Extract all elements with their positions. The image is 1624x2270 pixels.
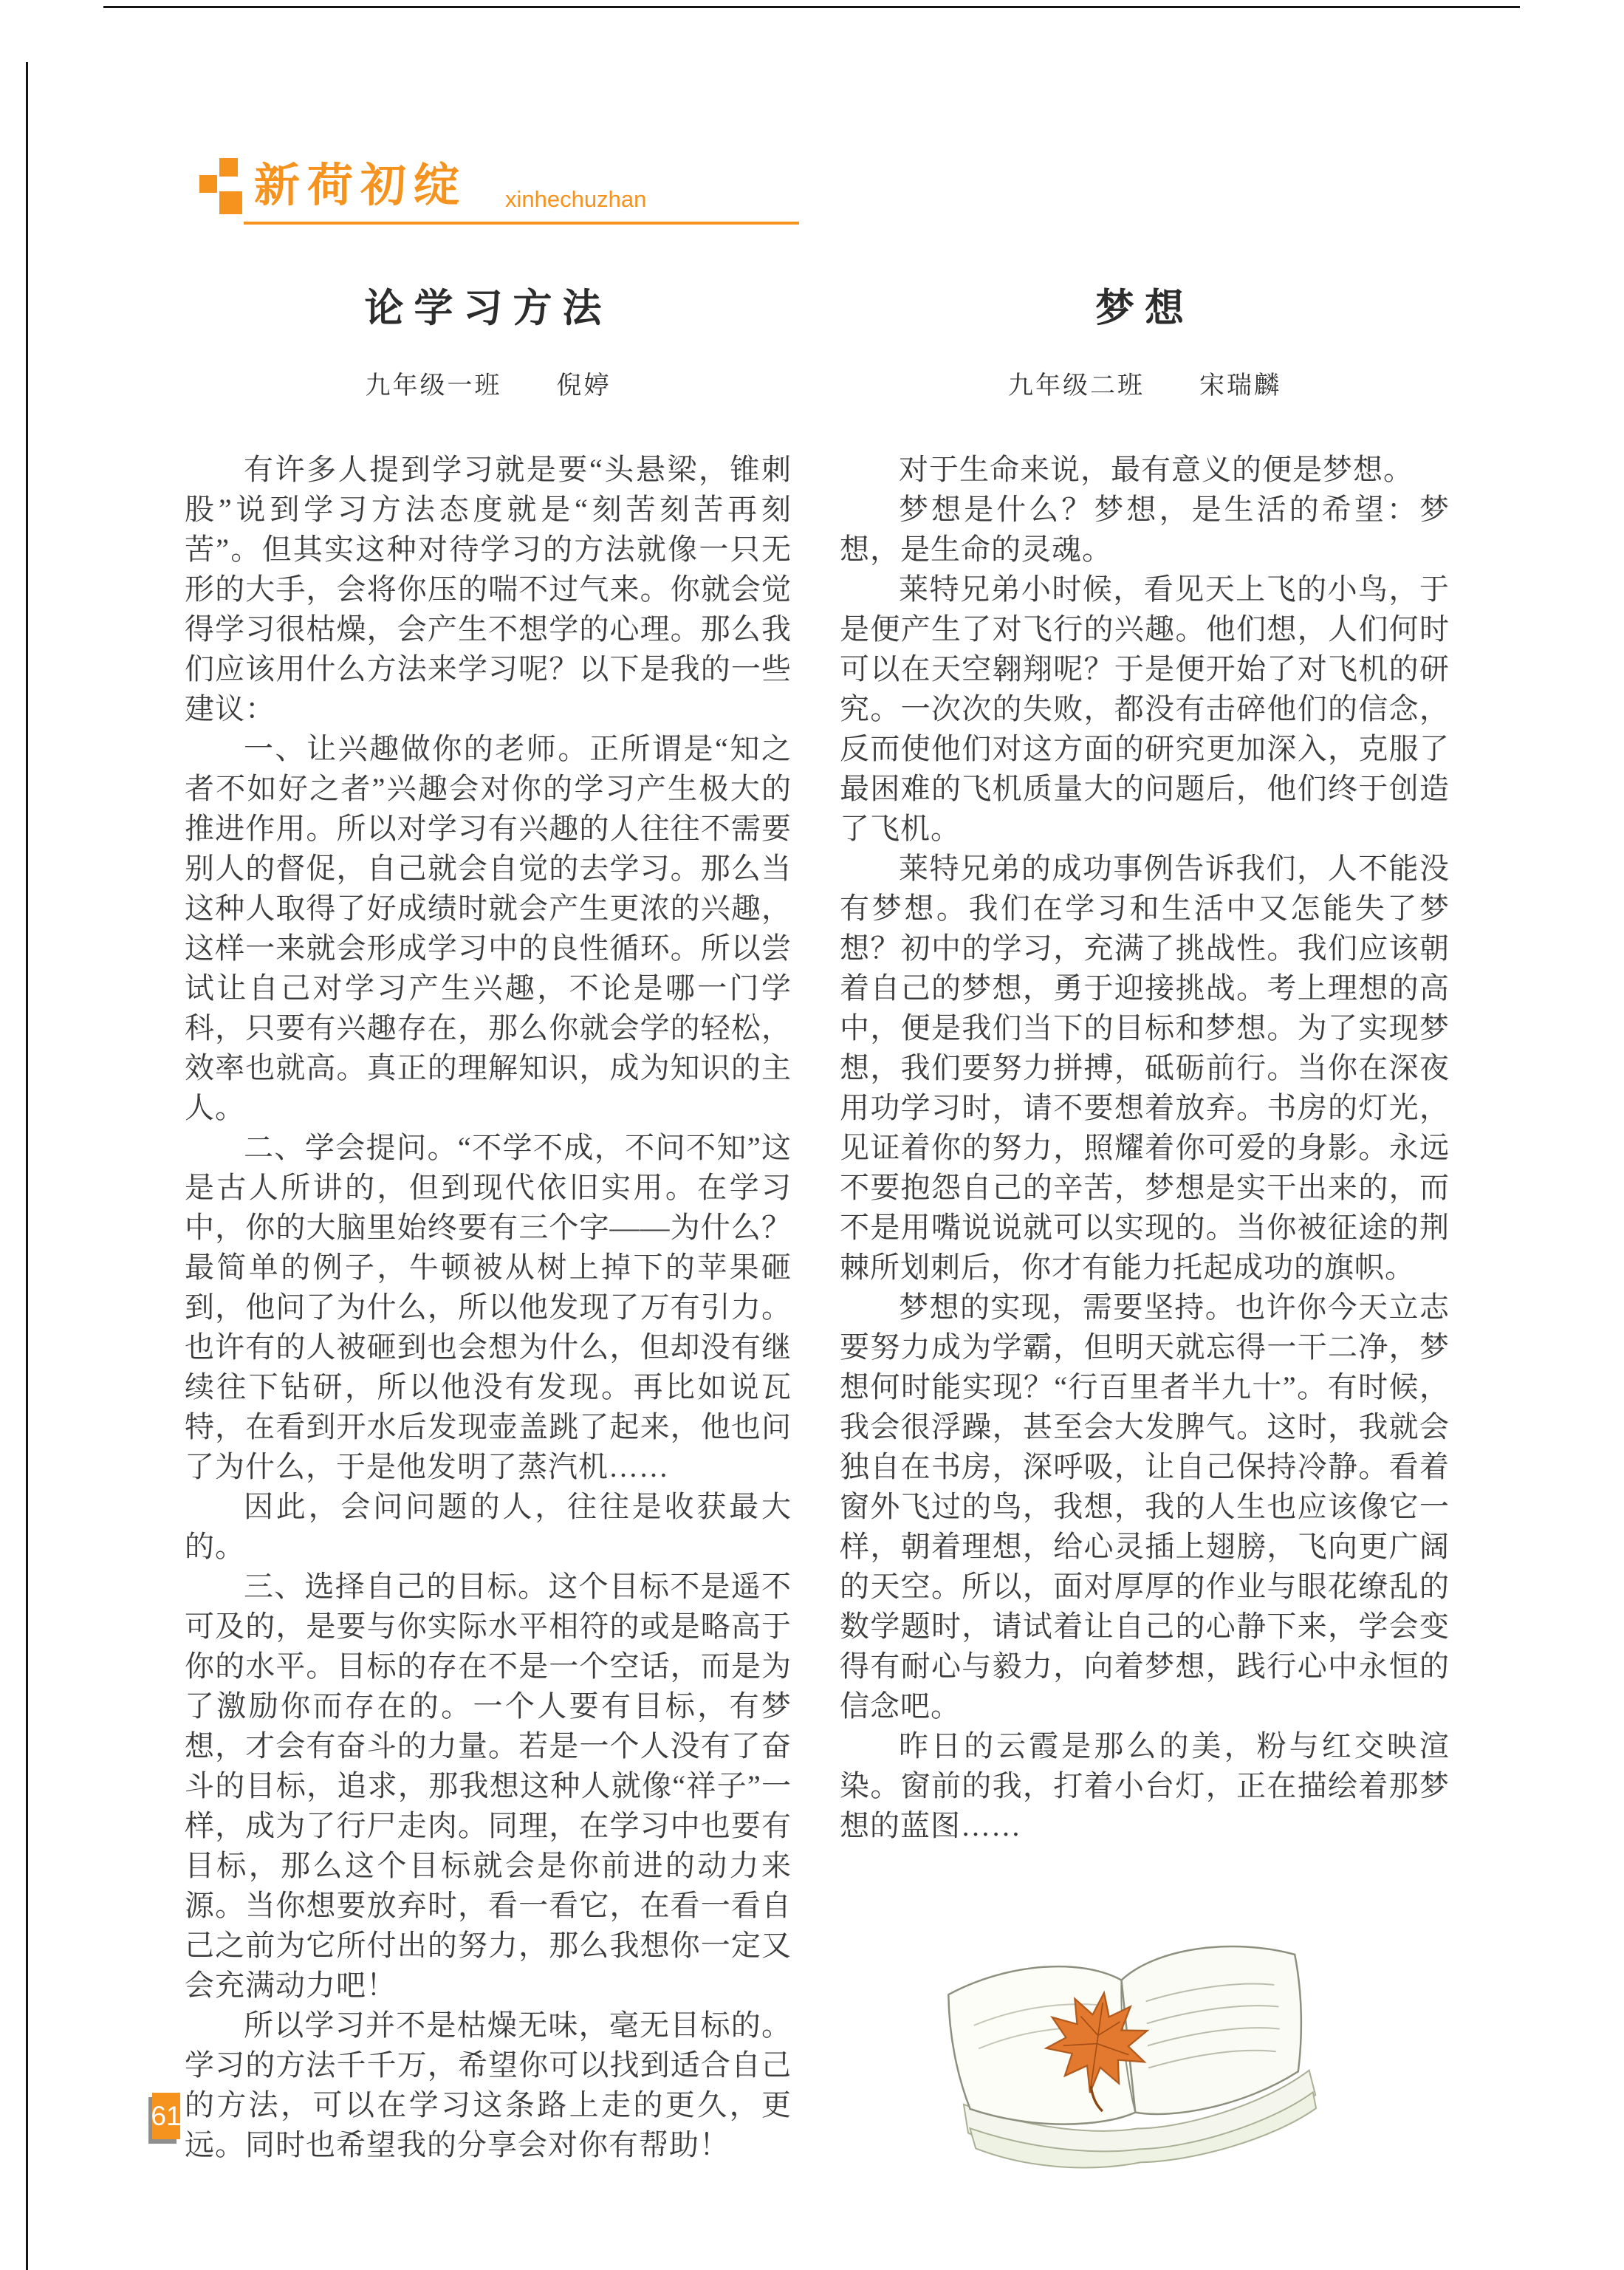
open-book-maple-leaf-drawing (905, 1898, 1355, 2194)
paragraph: 莱特兄弟的成功事例告诉我们，人不能没有梦想。我们在学习和生活中又怎能失了梦想？初中的学习，充满了挑战性。我们应该朝着自己的梦想，勇于迎接挑战。考上理想的高中，便是我们当下的目标和梦想。为了实现梦想，我们要努力拼搏，砥砺前行。当你在深夜用功学习时，请不要想着放弃。书房的灯光，见证着你的努力，照耀着你可爱的身影。永远不要抱怨自己的辛苦，梦想是实干出来的，而不是用嘴说说就可以实现的。当你被征途的荆棘所划刺后，你才有能力托起成功的旗帜。 (840, 852, 1450, 1284)
article-body (185, 450, 792, 2165)
paragraph: 三、选择自己的目标。这个目标不是遥不可及的，是要与你实际水平相符的或是略高于你的水平。目标的存在不是一个空话，而是为了激励你而存在的。一个人要有目标，有梦想，才会有奋斗的力量。若是一个人没有了奋斗的目标，追求，那我想这种人就像“祥子”一样，成为了行尸走肉。同理，在学习中也要有目标，那么这个目标就会是你前进的动力来源。当你想要放弃时，看一看它，在看一看自己之前为它所付出的努力，那么我想你一定又会充满动力吧！ (185, 1570, 792, 2002)
paragraph: 梦想的实现，需要坚持。也许你今天立志要努力成为学霸，但明天就忘得一干二净，梦想何时能实现？“行百里者半九十”。有时候，我会很浮躁，甚至会大发脾气。这时，我就会独自在书房，深呼吸，让自己保持冷静。看着窗外飞过的鸟，我想，我的人生也应该像它一样，朝着理想，给心灵插上翅膀，飞向更广阔的天空。所以，面对厚厚的作业与眼花缭乱的数学题时，请试着让自己的心静下来，学会变得有耐心与毅力，向着梦想，践行心中永恒的信念吧。 (840, 1290, 1450, 1723)
article-byline: 九年级一班 倪婷 (365, 372, 611, 400)
masthead-rule (244, 222, 799, 225)
article-title: 梦想 (1095, 287, 1194, 330)
open-book-illustration (905, 1898, 1355, 2194)
article-left (185, 282, 792, 2165)
magazine-section-pinyin: xinhechuzhan (505, 186, 647, 212)
article-right (840, 282, 1450, 1846)
article-body (840, 450, 1450, 1846)
page-top-border (103, 6, 1520, 8)
paragraph: 二、学会提问。“不学不成，不问不知”这是古人所讲的，但到现代依旧实用。在学习中，你的大脑里始终要有三个字——为什么？最简单的例子，牛顿被从树上掉下的苹果砸到，他问了为什么，所以他发现了万有引力。也许有的人被砸到也会想为什么，但却没有继续往下钻研，所以他没有发现。再比如说瓦特，在看到开水后发现壶盖跳了起来，他也问了为什么，于是他发明了蒸汽机…… (185, 1131, 792, 1483)
paragraph: 一、让兴趣做你的老师。正所谓是“知之者不如好之者”兴趣会对你的学习产生极大的推进作用。所以对学习有兴趣的人往往不需要别人的督促，自己就会自觉的去学习。那么当这种人取得了好成绩时就会产生更浓的兴趣，这样一来就会形成学习中的良性循环。所以尝试让自己对学习产生兴趣，不论是哪一门学科，只要有兴趣存在，那么你就会学的轻松，效率也就高。真正的理解知识，成为知识的主人。 (185, 732, 792, 1124)
paragraph: 梦想是什么？梦想，是生活的希望：梦想，是生命的灵魂。 (840, 493, 1450, 566)
paragraph: 所以学习并不是枯燥无味，毫无目标的。学习的方法千千万，希望你可以找到适合自己的方法，可以在学习这条路上走的更久，更远。同时也希望我的分享会对你有帮助！ (185, 2009, 792, 2161)
page-left-border (26, 62, 28, 2270)
paragraph: 有许多人提到学习就是要“头悬梁，锥刺股”说到学习方法态度就是“刻苦刻苦再刻苦”。但其实这种对待学习的方法就像一只无形的大手，会将你压的喘不过气来。你就会觉得学习很枯燥，会产生不想学的心理。那么我们应该用什么方法来学习呢？以下是我的一些建议： (185, 453, 792, 725)
page-number-badge: 61 (152, 2093, 180, 2139)
article-byline: 九年级二班 宋瑞麟 (1008, 372, 1281, 400)
magazine-section-title: 新荷初绽 (254, 160, 467, 211)
paragraph: 莱特兄弟小时候，看见天上飞的小鸟，于是便产生了对飞行的兴趣。他们想，人们何时可以在天空翱翔呢？于是便开始了对飞机的研究。一次次的失败，都没有击碎他们的信念，反而使他们对这方面的研究更加深入，克服了最困难的飞机质量大的问题后，他们终于创造了飞机。 (840, 572, 1450, 845)
logo-squares-icon (199, 158, 244, 220)
article-title: 论学习方法 (364, 287, 612, 330)
paragraph: 对于生命来说，最有意义的便是梦想。 (899, 453, 1414, 486)
masthead (186, 157, 799, 227)
paragraph: 因此，会问问题的人，往往是收获最大的。 (185, 1490, 792, 1563)
paragraph: 昨日的云霞是那么的美，粉与红交映渲染。窗前的我，打着小台灯，正在描绘着那梦想的蓝图…… (840, 1729, 1450, 1842)
